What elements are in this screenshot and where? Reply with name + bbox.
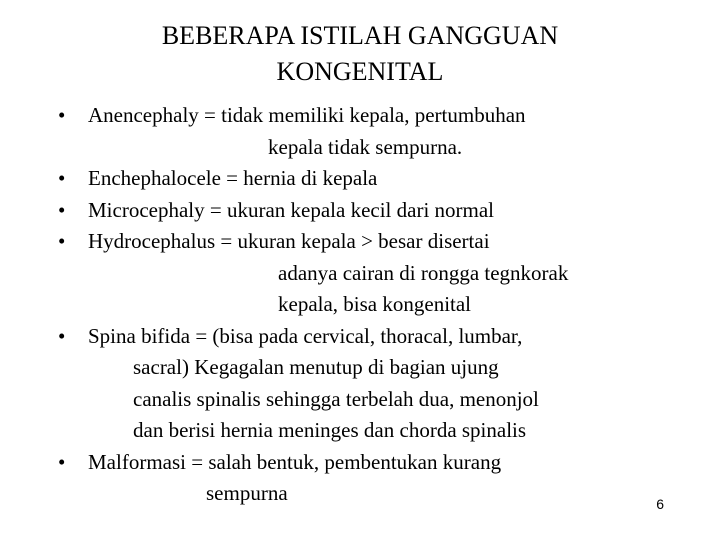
slide-title — [0, 18, 720, 90]
bullet-icon: • — [58, 166, 66, 190]
term-list — [58, 100, 708, 510]
item-text-continuation: kepala, bisa kongenital — [278, 292, 472, 316]
item-text: Spina bifida = (bisa pada cervical, thoracal, lumbar, — [88, 323, 523, 348]
title-line-1: BEBERAPA ISTILAH GANGGUAN — [161, 21, 559, 50]
bullet-icon: • — [58, 197, 66, 222]
item-text: Hydrocephalus = ukuran kepala > besar disertai — [88, 229, 490, 253]
list-item-spina-bifida — [58, 321, 708, 447]
bullet-icon: • — [58, 229, 66, 253]
item-text-continuation: sempurna — [206, 481, 288, 505]
item-text-continuation: dan berisi hernia meninges dan chorda spinalis — [133, 418, 527, 442]
item-text-continuation: sacral) Kegagalan menutup di bagian ujung — [133, 355, 499, 379]
title-line-2: KONGENITAL — [276, 57, 444, 86]
item-text: Enchephalocele = hernia di kepala — [88, 166, 378, 190]
item-text: Malformasi = salah bentuk, pembentukan kurang — [88, 449, 502, 474]
item-text-continuation: kepala tidak sempurna. — [268, 134, 463, 159]
page-number: 6 — [656, 496, 664, 512]
bullet-icon: • — [58, 449, 66, 474]
list-item-hydrocephalus — [58, 226, 708, 321]
list-item-malformasi — [58, 447, 708, 510]
list-item-anencephaly — [58, 100, 708, 163]
item-text: Microcephaly = ukuran kepala kecil dari normal — [88, 197, 495, 222]
item-text: Anencephaly = tidak memiliki kepala, pertumbuhan — [88, 103, 526, 127]
item-text-continuation: adanya cairan di rongga tegnkorak — [278, 260, 569, 285]
list-item-enchephalocele — [58, 163, 708, 195]
list-item-microcephaly — [58, 195, 708, 227]
bullet-icon: • — [58, 323, 66, 348]
bullet-icon: • — [58, 103, 66, 127]
item-text-continuation: canalis spinalis sehingga terbelah dua, menonjol — [133, 386, 539, 411]
